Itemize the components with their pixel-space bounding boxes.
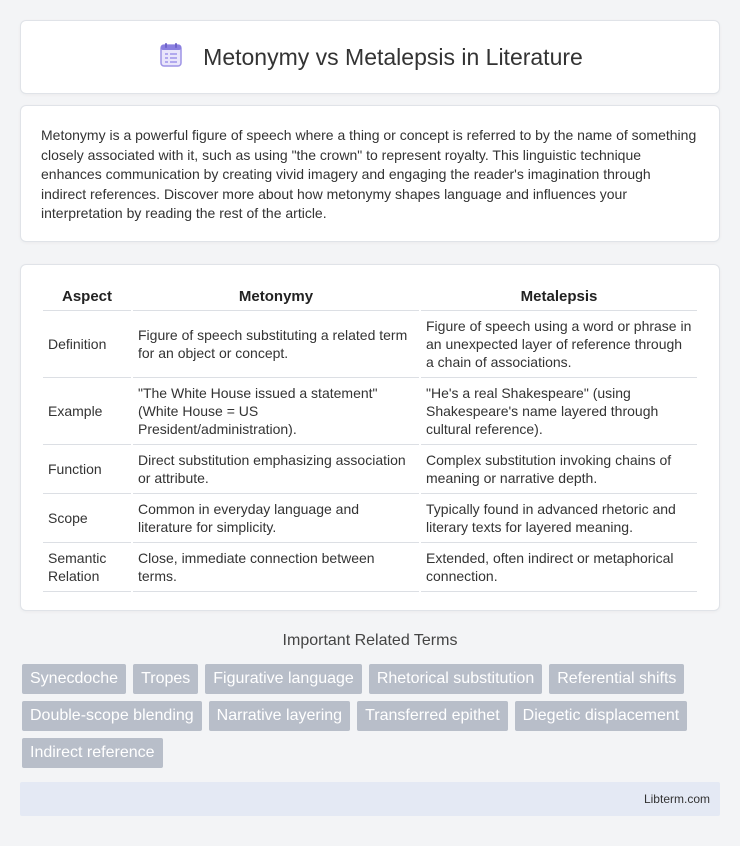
cell-metonymy: Common in everyday language and literature for simplicity. (133, 494, 419, 543)
header-metonymy: Metonymy (133, 283, 419, 311)
header-aspect: Aspect (43, 283, 131, 311)
footer-site-link[interactable]: Libterm.com (643, 792, 710, 806)
table-row (43, 543, 697, 592)
cell-metonymy: Close, immediate connection between terms. (133, 543, 419, 592)
footer (20, 782, 720, 816)
page-title: Metonymy vs Metalepsis in Literature (203, 43, 583, 70)
tag-indirect-reference[interactable]: Indirect reference (22, 738, 163, 768)
table-row (43, 494, 697, 543)
comparison-table-card (20, 264, 720, 611)
intro-paragraph: Metonymy is a powerful figure of speech where a thing or concept is referred to by the name of something closely associated with it, such as using "the crown" to represent royalty. This linguistic technique enhances communication by creating vivid imagery and engaging the reader's imagination through indirect references. Discover more about how metonymy shapes language and influences your interpretation by reading the rest of the article. (41, 127, 697, 221)
cell-aspect: Scope (43, 494, 131, 543)
table-row (43, 311, 697, 378)
cell-aspect: Example (43, 378, 131, 445)
comparison-table (41, 283, 699, 592)
cell-metalepsis: Extended, often indirect or metaphorical connection. (421, 543, 697, 592)
tag-diegetic-displacement[interactable]: Diegetic displacement (515, 701, 688, 731)
table-row (43, 378, 697, 445)
tag-referential-shifts[interactable]: Referential shifts (549, 664, 684, 694)
document-list-icon (157, 41, 185, 74)
cell-metonymy: Figure of speech substituting a related term for an object or concept. (133, 311, 419, 378)
cell-metonymy: "The White House issued a statement" (White House = US President/administration). (133, 378, 419, 445)
header-card (20, 20, 720, 94)
tag-synecdoche[interactable]: Synecdoche (22, 664, 126, 694)
tag-rhetorical-substitution[interactable]: Rhetorical substitution (369, 664, 542, 694)
related-terms-title: Important Related Terms (282, 632, 458, 649)
tag-figurative-language[interactable]: Figurative language (205, 664, 362, 694)
cell-metalepsis: "He's a real Shakespeare" (using Shakespeare's name layered through cultural reference). (421, 378, 697, 445)
tag-narrative-layering[interactable]: Narrative layering (209, 701, 350, 731)
header-metalepsis: Metalepsis (421, 283, 697, 311)
cell-aspect: Semantic Relation (43, 543, 131, 592)
tag-double-scope-blending[interactable]: Double-scope blending (22, 701, 202, 731)
table-row (43, 445, 697, 494)
cell-metalepsis: Complex substitution invoking chains of meaning or narrative depth. (421, 445, 697, 494)
table-header-row (43, 283, 697, 311)
cell-aspect: Definition (43, 311, 131, 378)
tag-tropes[interactable]: Tropes (133, 664, 198, 694)
cell-metalepsis: Figure of speech using a word or phrase in an unexpected layer of reference through a chain of associations. (421, 311, 697, 378)
intro-card (20, 105, 720, 242)
cell-metonymy: Direct substitution emphasizing association or attribute. (133, 445, 419, 494)
tag-transferred-epithet[interactable]: Transferred epithet (357, 701, 508, 731)
cell-metalepsis: Typically found in advanced rhetoric and literary texts for layered meaning. (421, 494, 697, 543)
related-terms-tags (22, 664, 712, 768)
cell-aspect: Function (43, 445, 131, 494)
